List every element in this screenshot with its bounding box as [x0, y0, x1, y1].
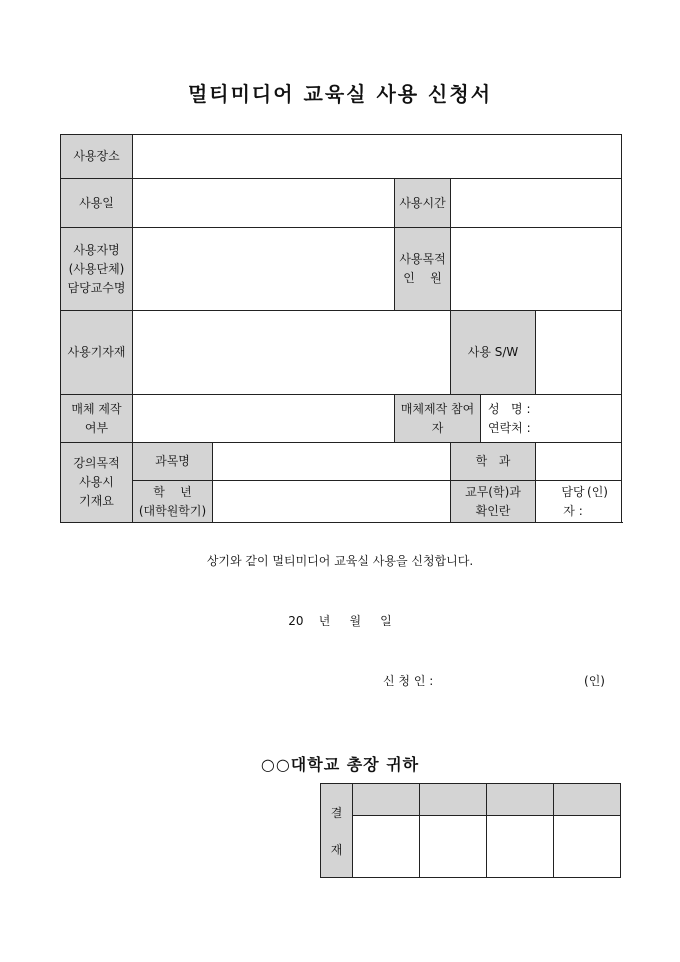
subject-field[interactable] — [213, 443, 451, 481]
time-label: 사용시간 — [395, 179, 451, 228]
applicant-label: 신 청 인 : — [383, 674, 434, 688]
approval-label-line-2: 재 — [330, 842, 343, 857]
application-form-table — [60, 134, 622, 523]
approval-sign-cell[interactable] — [353, 816, 420, 878]
media-participant-field[interactable] — [481, 395, 622, 443]
approval-title-cell[interactable] — [487, 784, 554, 816]
year-label-line-1: 학 년 — [153, 484, 192, 499]
lecture-label — [61, 443, 133, 523]
user-label-line-1: 사용자명 — [73, 242, 120, 257]
approval-label — [321, 784, 353, 878]
equipment-field[interactable] — [133, 311, 451, 395]
equipment-label: 사용기자재 — [61, 311, 133, 395]
contact-label: 연락처 : — [488, 420, 531, 435]
purpose-field[interactable] — [451, 228, 622, 311]
manager-field[interactable] — [536, 481, 622, 523]
sw-field[interactable] — [536, 311, 622, 395]
statement-text: 상기와 같이 멀티미디어 교육실 사용을 신청합니다. — [206, 554, 474, 568]
approval-title-cell[interactable] — [554, 784, 621, 816]
media-label-line-1: 매체 제작 — [71, 401, 122, 416]
media-field[interactable] — [133, 395, 395, 443]
place-label: 사용장소 — [61, 135, 133, 179]
lecture-label-line-1: 강의목적 — [73, 456, 120, 470]
confirm-label-line-2: 확인란 — [475, 503, 511, 518]
manager-label: 담당자 : — [561, 484, 585, 518]
manager-seal: (인) — [587, 484, 608, 499]
dept-label: 학 과 — [451, 443, 536, 481]
purpose-label-line-2: 인 원 — [403, 271, 442, 285]
approval-title-cell[interactable] — [420, 784, 487, 816]
user-label — [61, 228, 133, 311]
purpose-label-line-1: 사용목적 — [399, 252, 446, 266]
approval-sign-cell[interactable] — [420, 816, 487, 878]
date-field[interactable] — [133, 179, 395, 228]
approval-sign-cell[interactable] — [487, 816, 554, 878]
approval-table — [320, 783, 621, 878]
approval-sign-cell[interactable] — [554, 816, 621, 878]
dept-field[interactable] — [536, 443, 622, 481]
user-label-line-3: 담당교수명 — [67, 280, 126, 295]
media-label — [61, 395, 133, 443]
user-field[interactable] — [133, 228, 395, 311]
confirm-label — [451, 481, 536, 523]
year-field[interactable] — [213, 481, 451, 523]
confirm-label-line-1: 교무(학)과 — [465, 484, 521, 499]
time-field[interactable] — [451, 179, 622, 228]
name-label: 성 명 : — [488, 401, 531, 416]
page-title: 멀티미디어 교육실 사용 신청서 — [187, 82, 493, 106]
applicant-signature[interactable] — [383, 672, 605, 689]
applicant-seal: (인) — [584, 674, 605, 688]
date-line: 20 년 월 일 — [288, 614, 392, 628]
year-label-line-2: (대학원학기) — [138, 503, 207, 518]
sw-label: 사용 S/W — [451, 311, 536, 395]
media-label-line-2: 여부 — [84, 420, 109, 435]
approval-title-cell[interactable] — [353, 784, 420, 816]
year-label — [133, 481, 213, 523]
lecture-label-line-2: 사용시 — [79, 475, 114, 489]
media-participant-label: 매체제작 참여자 — [395, 395, 481, 443]
date-label: 사용일 — [61, 179, 133, 228]
place-field[interactable] — [133, 135, 622, 179]
approval-label-line-1: 결 — [330, 805, 343, 820]
user-label-line-2: (사용단체) — [68, 261, 125, 276]
purpose-label — [395, 228, 451, 311]
lecture-label-line-3: 기재요 — [79, 494, 114, 508]
subject-label: 과목명 — [133, 443, 213, 481]
president-address: ○○대학교 총장 귀하 — [260, 755, 420, 774]
